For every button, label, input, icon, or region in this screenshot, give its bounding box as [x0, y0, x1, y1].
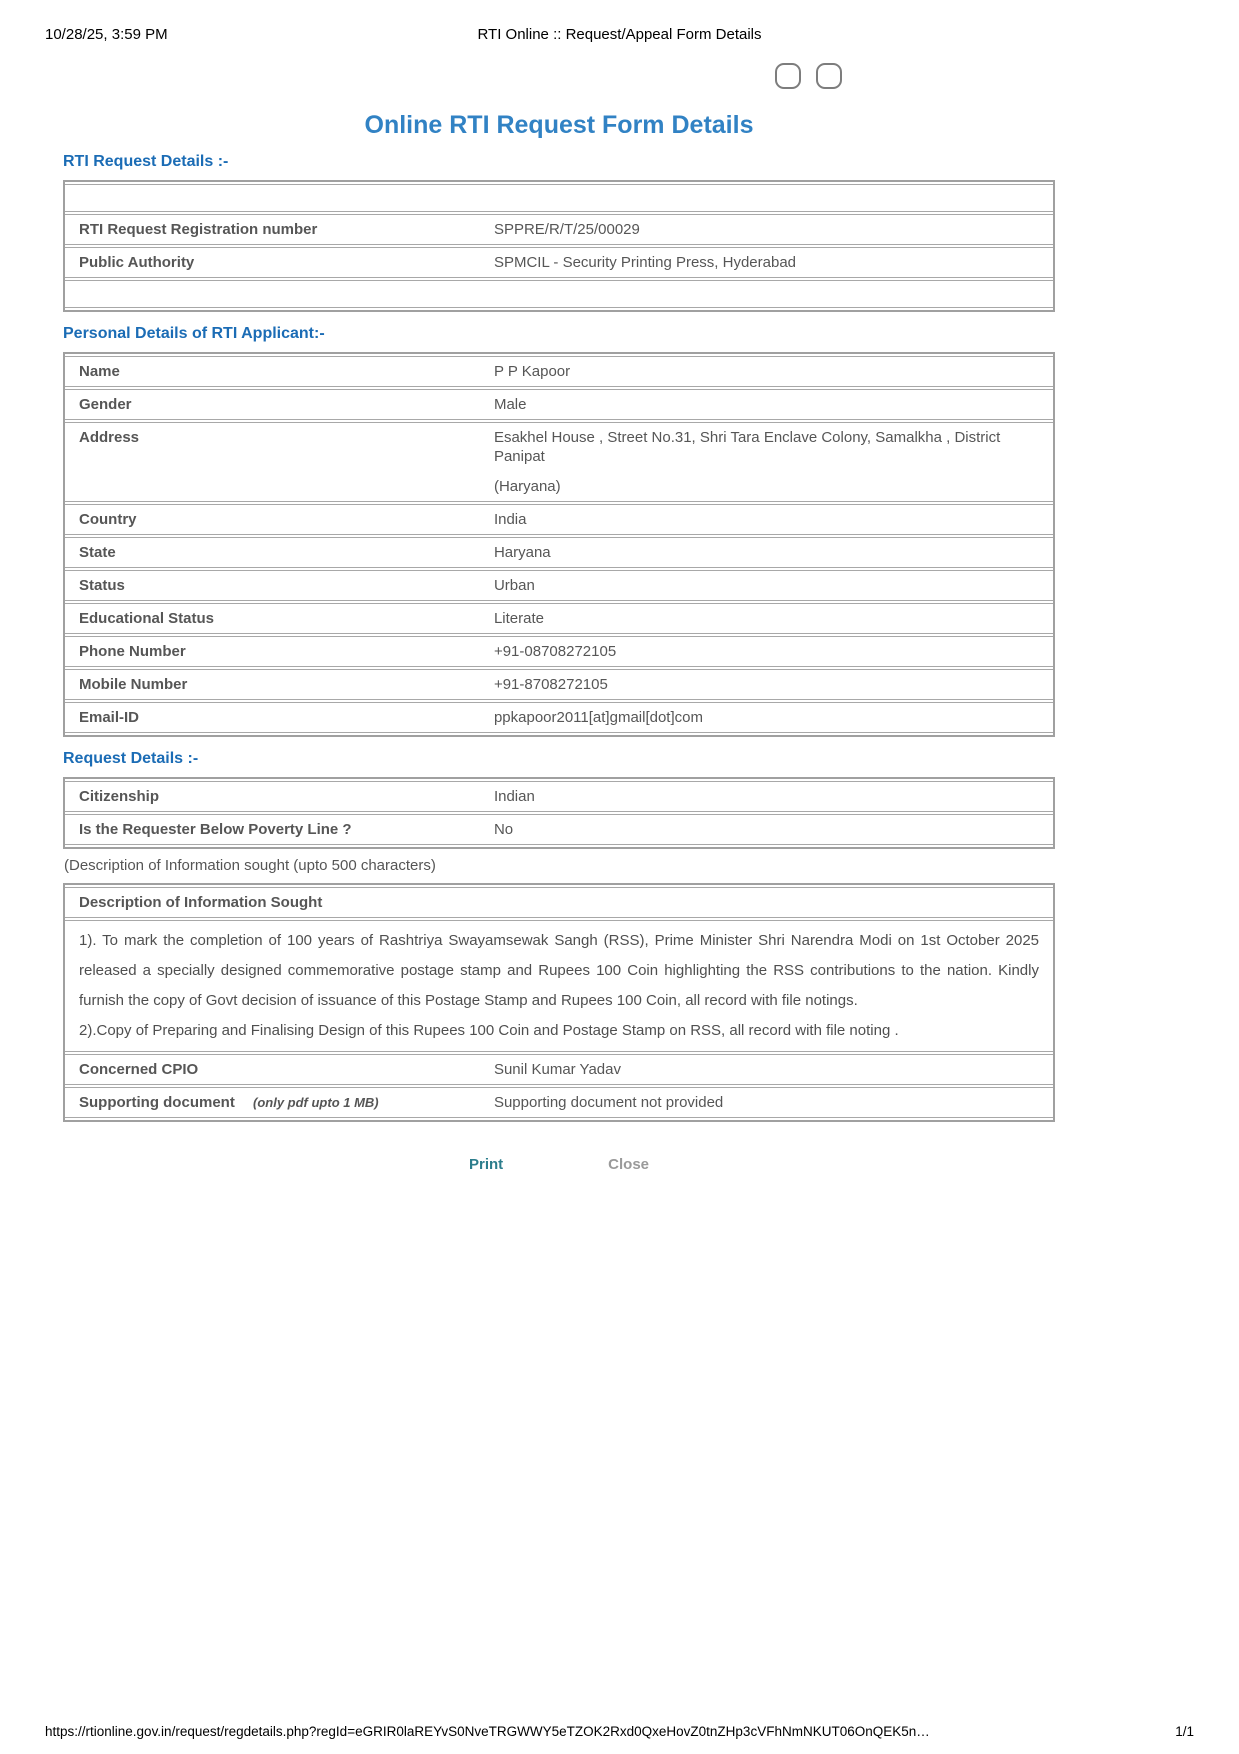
description-paragraph-1: 1). To mark the completion of 100 years of Rashtriya Swayamsewak Sangh (RSS), Prime Minister Shri Narendra Modi on 1st October 2025 released a specially designed commemorative postage stamp and Rupees 100 Coin highlighting the RSS contributions to the nation. Kindly furnish the copy of Govt decision of issuance of this Postage Stamp and Rupees 100 Coin, all record with file notings. — [79, 932, 1039, 1009]
table-row — [65, 1087, 1053, 1118]
section-heading-personal-details: Personal Details of RTI Applicant:- — [63, 325, 325, 342]
table-row — [65, 247, 1053, 278]
browser-print-footer — [45, 1724, 1194, 1739]
row-label: RTI Request Registration number — [65, 214, 480, 245]
row-value: +91-08708272105 — [480, 636, 1053, 667]
row-label: Educational Status — [65, 603, 480, 634]
page-title: Online RTI Request Form Details — [364, 111, 754, 139]
personal-details-table — [63, 352, 1055, 737]
row-label: Citizenship — [65, 781, 480, 812]
row-label: Public Authority — [65, 247, 480, 278]
row-label: Phone Number — [65, 636, 480, 667]
row-value: SPMCIL - Security Printing Press, Hyderabad — [480, 247, 1053, 278]
row-label: Name — [65, 356, 480, 387]
table-row — [65, 702, 1053, 733]
form-content — [63, 0, 1055, 1173]
table-row — [65, 214, 1053, 245]
print-button[interactable]: Print — [468, 1156, 504, 1173]
table-row — [65, 1054, 1053, 1085]
print-datetime: 10/28/25, 3:59 PM — [45, 26, 168, 43]
print-footer-url: https://rtionline.gov.in/request/regdetails.php?regId=eGRIR0laREYvS0NveTRGWWY5eTZOK2Rxd0QxeHovZ0tnZHp3cVFhNmNKUT06OnQEK5n… — [45, 1724, 930, 1739]
table-row — [65, 636, 1053, 667]
empty-row — [65, 280, 1053, 308]
description-table — [63, 883, 1055, 1122]
table-row — [65, 504, 1053, 535]
row-label: Gender — [65, 389, 480, 420]
row-value: Sunil Kumar Yadav — [480, 1054, 1053, 1085]
address-line-1: Esakhel House , Street No.31, Shri Tara Enclave Colony, Samalkha , District Panipat — [493, 429, 1001, 465]
request-details-table — [63, 777, 1055, 849]
row-value: India — [480, 504, 1053, 535]
row-value: +91-8708272105 — [480, 669, 1053, 700]
row-value: P P Kapoor — [480, 356, 1053, 387]
row-label: Is the Requester Below Poverty Line ? — [65, 814, 480, 845]
print-doc-title: RTI Online :: Request/Appeal Form Details — [477, 26, 762, 43]
row-value: Indian — [480, 781, 1053, 812]
row-value: Male — [480, 389, 1053, 420]
empty-row — [65, 184, 1053, 212]
row-value: ppkapoor2011[at]gmail[dot]com — [480, 702, 1053, 733]
row-value: SPPRE/R/T/25/00029 — [480, 214, 1053, 245]
row-label: Status — [65, 570, 480, 601]
row-value — [480, 422, 1053, 502]
row-value: Literate — [480, 603, 1053, 634]
table-row — [65, 781, 1053, 812]
row-value: Urban — [480, 570, 1053, 601]
empty-cell — [65, 280, 1053, 308]
section-heading-rti-request-details: RTI Request Details :- — [63, 153, 229, 170]
row-value: Supporting document not provided — [480, 1087, 1053, 1118]
table-row — [65, 603, 1053, 634]
address-line-2: (Haryana) — [493, 478, 561, 495]
table-row — [65, 669, 1053, 700]
rti-request-details-table — [63, 180, 1055, 312]
row-label: Country — [65, 504, 480, 535]
description-header-row — [65, 887, 1053, 918]
supporting-document-note: (only pdf upto 1 MB) — [253, 1095, 379, 1110]
print-footer-page-number: 1/1 — [1175, 1724, 1194, 1739]
description-header: Description of Information Sought — [65, 887, 1053, 918]
empty-cell — [65, 184, 1053, 212]
action-buttons — [63, 1156, 1055, 1173]
supporting-document-label: Supporting document — [79, 1094, 235, 1111]
row-label: Address — [65, 422, 480, 502]
row-value: Haryana — [480, 537, 1053, 568]
description-paragraph-2: 2).Copy of Preparing and Finalising Design of this Rupees 100 Coin and Postage Stamp on RSS, all record with file noting . — [79, 1022, 899, 1039]
description-body — [65, 920, 1053, 1052]
close-button[interactable]: Close — [608, 1156, 650, 1173]
table-row — [65, 814, 1053, 845]
table-row — [65, 570, 1053, 601]
table-row — [65, 389, 1053, 420]
table-row-address — [65, 422, 1053, 502]
row-label: State — [65, 537, 480, 568]
row-label: Mobile Number — [65, 669, 480, 700]
row-value: No — [480, 814, 1053, 845]
section-heading-request-details: Request Details :- — [63, 750, 199, 767]
table-row — [65, 356, 1053, 387]
table-row — [65, 537, 1053, 568]
row-label: Email-ID — [65, 702, 480, 733]
row-label: Concerned CPIO — [65, 1054, 480, 1085]
description-body-row — [65, 920, 1053, 1052]
description-caption: (Description of Information sought (upto 500 characters) — [64, 857, 436, 874]
row-label-supporting-document — [65, 1087, 480, 1118]
